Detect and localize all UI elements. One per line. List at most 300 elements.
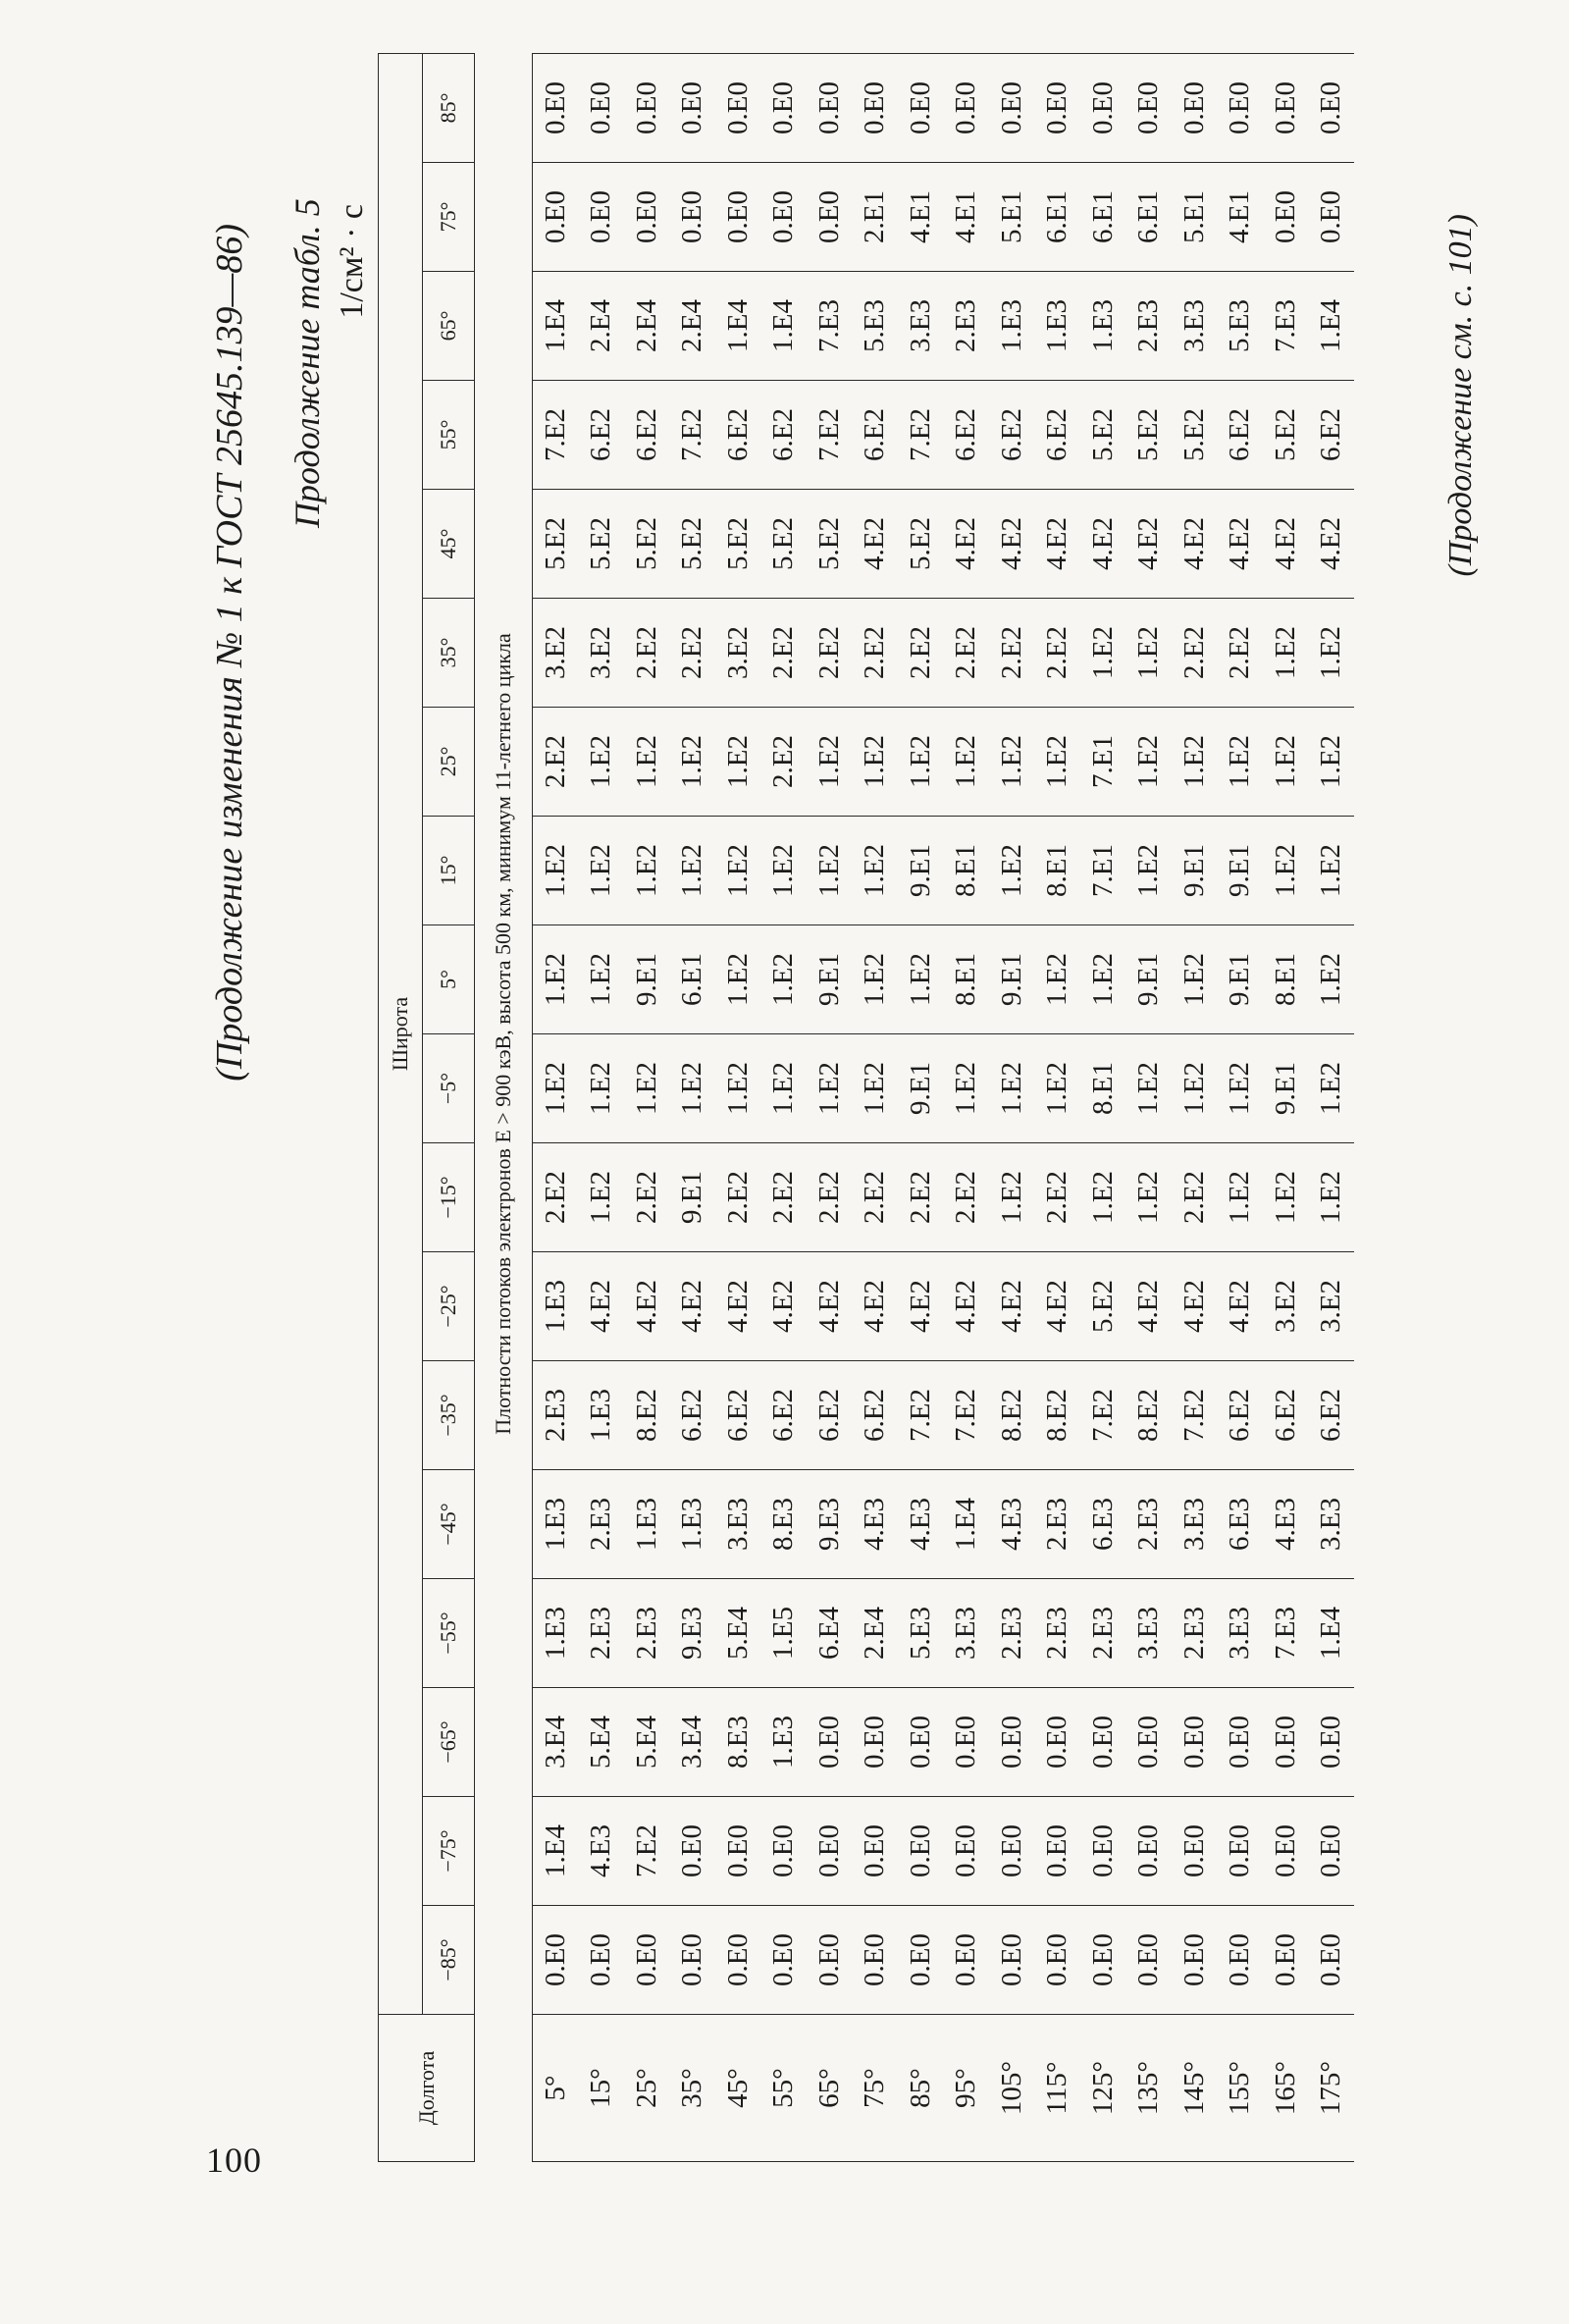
flux-value: 1.E2 — [807, 708, 853, 817]
flux-value: 1.E2 — [944, 708, 990, 817]
flux-value: 0.E0 — [853, 1906, 899, 2015]
latitude-column-header: 65° — [423, 272, 475, 381]
flux-value: 1.E2 — [1309, 1034, 1355, 1143]
table-row — [1035, 54, 1081, 2162]
flux-value: 1.E3 — [533, 1252, 579, 1361]
flux-value: 1.E2 — [1080, 599, 1126, 708]
flux-value: 9.E1 — [1263, 1034, 1309, 1143]
flux-value: 4.E1 — [944, 163, 990, 272]
flux-value: 9.E1 — [898, 1034, 944, 1143]
flux-value: 6.E1 — [670, 925, 716, 1034]
flux-value: 5.E1 — [989, 163, 1035, 272]
flux-value: 2.E3 — [624, 1579, 670, 1688]
flux-value: 1.E2 — [1035, 708, 1081, 817]
longitude-value: 65° — [807, 2015, 853, 2162]
flux-value: 0.E0 — [1035, 1906, 1081, 2015]
flux-value: 0.E0 — [715, 1906, 761, 2015]
flux-value: 6.E2 — [807, 1361, 853, 1470]
table-row — [1263, 54, 1309, 2162]
flux-value: 1.E2 — [989, 708, 1035, 817]
flux-value: 0.E0 — [1172, 1906, 1218, 2015]
flux-value: 1.E2 — [624, 708, 670, 817]
flux-value: 7.E3 — [1263, 1579, 1309, 1688]
flux-value: 2.E2 — [898, 1143, 944, 1252]
flux-value: 0.E0 — [1126, 1906, 1173, 2015]
flux-value: 1.E2 — [1309, 1143, 1355, 1252]
flux-value: 0.E0 — [624, 163, 670, 272]
flux-value: 0.E0 — [898, 1906, 944, 2015]
flux-value: 4.E2 — [944, 490, 990, 599]
flux-value: 7.E1 — [1080, 817, 1126, 925]
table-row — [1080, 54, 1126, 2162]
flux-value: 3.E3 — [1126, 1579, 1173, 1688]
table-reference: Продолжение табл. 5 — [288, 198, 327, 528]
flux-value: 4.E2 — [1126, 1252, 1173, 1361]
flux-value: 6.E2 — [989, 381, 1035, 490]
flux-value: 1.E4 — [533, 1797, 579, 1906]
flux-value: 0.E0 — [853, 1688, 899, 1797]
longitude-value: 45° — [715, 2015, 761, 2162]
flux-value: 0.E0 — [533, 1906, 579, 2015]
flux-value: 2.E4 — [624, 272, 670, 381]
flux-value: 0.E0 — [579, 54, 625, 163]
flux-value: 1.E2 — [1172, 708, 1218, 817]
table-row — [670, 54, 716, 2162]
flux-value: 6.E2 — [944, 381, 990, 490]
flux-value: 1.E2 — [670, 1034, 716, 1143]
flux-value: 0.E0 — [1080, 54, 1126, 163]
flux-value: 1.E4 — [944, 1470, 990, 1579]
flux-value: 1.E2 — [533, 925, 579, 1034]
flux-value: 5.E2 — [1080, 1252, 1126, 1361]
flux-value: 0.E0 — [1172, 1688, 1218, 1797]
table-row — [1218, 54, 1264, 2162]
flux-value: 0.E0 — [670, 163, 716, 272]
flux-value: 4.E2 — [761, 1252, 808, 1361]
latitude-column-header: 5° — [423, 925, 475, 1034]
latitude-column-header: 45° — [423, 490, 475, 599]
flux-value: 4.E3 — [898, 1470, 944, 1579]
flux-value: 1.E2 — [1263, 817, 1309, 925]
latitude-column-header: 75° — [423, 163, 475, 272]
flux-value: 4.E1 — [898, 163, 944, 272]
table-row — [624, 54, 670, 2162]
flux-value: 0.E0 — [670, 1906, 716, 2015]
flux-value: 9.E1 — [670, 1143, 716, 1252]
flux-value: 1.E3 — [579, 1361, 625, 1470]
flux-value: 1.E4 — [761, 272, 808, 381]
flux-value: 1.E2 — [715, 708, 761, 817]
flux-value: 0.E0 — [1218, 1906, 1264, 2015]
flux-value: 6.E2 — [624, 381, 670, 490]
flux-value: 6.E2 — [1218, 381, 1264, 490]
flux-value: 7.E2 — [670, 381, 716, 490]
flux-value: 6.E2 — [1263, 1361, 1309, 1470]
flux-value: 2.E3 — [944, 272, 990, 381]
flux-value: 0.E0 — [1126, 1688, 1173, 1797]
flux-value: 1.E2 — [1309, 925, 1355, 1034]
flux-value: 0.E0 — [989, 1797, 1035, 1906]
flux-value: 6.E1 — [1126, 163, 1173, 272]
flux-value: 0.E0 — [1172, 54, 1218, 163]
flux-value: 1.E3 — [1035, 272, 1081, 381]
flux-value: 1.E4 — [1309, 1579, 1355, 1688]
flux-value: 4.E2 — [989, 490, 1035, 599]
flux-value: 2.E2 — [533, 708, 579, 817]
flux-value: 7.E2 — [624, 1797, 670, 1906]
flux-value: 4.E2 — [1263, 490, 1309, 599]
flux-value: 8.E2 — [1035, 1361, 1081, 1470]
flux-value: 5.E2 — [670, 490, 716, 599]
flux-value: 5.E4 — [624, 1688, 670, 1797]
longitude-header: Долгота — [379, 2015, 475, 2162]
flux-value: 0.E0 — [579, 163, 625, 272]
flux-value: 2.E3 — [579, 1470, 625, 1579]
flux-value: 5.E2 — [533, 490, 579, 599]
flux-value: 1.E3 — [533, 1470, 579, 1579]
flux-value: 7.E2 — [533, 381, 579, 490]
flux-value: 5.E2 — [579, 490, 625, 599]
flux-value: 9.E1 — [1218, 925, 1264, 1034]
flux-value: 5.E4 — [715, 1579, 761, 1688]
flux-value: 2.E2 — [533, 1143, 579, 1252]
flux-value: 2.E3 — [1035, 1579, 1081, 1688]
flux-value: 1.E2 — [1080, 1143, 1126, 1252]
flux-value: 1.E2 — [807, 817, 853, 925]
table-row — [807, 54, 853, 2162]
flux-value: 8.E3 — [761, 1470, 808, 1579]
flux-value: 5.E1 — [1172, 163, 1218, 272]
flux-value: 6.E2 — [579, 381, 625, 490]
flux-value: 6.E2 — [670, 1361, 716, 1470]
flux-value: 8.E2 — [1126, 1361, 1173, 1470]
flux-value: 0.E0 — [1263, 54, 1309, 163]
flux-value: 0.E0 — [715, 54, 761, 163]
flux-value: 1.E2 — [579, 925, 625, 1034]
flux-value: 0.E0 — [1263, 1797, 1309, 1906]
flux-value: 2.E4 — [670, 272, 716, 381]
flux-value: 1.E2 — [1126, 708, 1173, 817]
flux-value: 1.E4 — [533, 272, 579, 381]
flux-value: 2.E2 — [624, 1143, 670, 1252]
flux-value: 6.E2 — [853, 1361, 899, 1470]
flux-value: 0.E0 — [1309, 1906, 1355, 2015]
flux-value: 6.E2 — [1035, 381, 1081, 490]
flux-value: 1.E3 — [1080, 272, 1126, 381]
flux-value: 3.E2 — [579, 599, 625, 708]
flux-value: 6.E3 — [1080, 1470, 1126, 1579]
flux-value: 2.E2 — [624, 599, 670, 708]
flux-value: 1.E2 — [579, 1143, 625, 1252]
flux-value: 0.E0 — [1126, 1797, 1173, 1906]
table-row — [533, 54, 579, 2162]
latitude-column-header: 25° — [423, 708, 475, 817]
flux-value: 2.E3 — [533, 1361, 579, 1470]
flux-value: 1.E2 — [715, 925, 761, 1034]
flux-table — [378, 53, 1354, 2162]
flux-value: 1.E2 — [579, 817, 625, 925]
flux-value: 4.E2 — [853, 1252, 899, 1361]
flux-value: 3.E3 — [1309, 1470, 1355, 1579]
table-row — [989, 54, 1035, 2162]
flux-value: 1.E2 — [989, 1143, 1035, 1252]
flux-value: 2.E3 — [989, 1579, 1035, 1688]
longitude-value: 145° — [1172, 2015, 1218, 2162]
flux-value: 8.E2 — [624, 1361, 670, 1470]
flux-value: 2.E2 — [1035, 1143, 1081, 1252]
flux-value: 6.E4 — [807, 1579, 853, 1688]
flux-value: 9.E1 — [1218, 817, 1264, 925]
flux-value: 0.E0 — [1263, 163, 1309, 272]
flux-value: 0.E0 — [944, 1906, 990, 2015]
flux-value: 0.E0 — [1218, 1688, 1264, 1797]
flux-value: 2.E2 — [853, 599, 899, 708]
table-row — [761, 54, 808, 2162]
flux-value: 0.E0 — [898, 1688, 944, 1797]
table-row — [944, 54, 990, 2162]
document-title: (Продолжение изменения № 1 к ГОСТ 25645.139—86) — [209, 224, 250, 1082]
longitude-value: 155° — [1218, 2015, 1264, 2162]
flux-value: 6.E1 — [1080, 163, 1126, 272]
flux-value: 0.E0 — [1080, 1688, 1126, 1797]
flux-value: 9.E1 — [624, 925, 670, 1034]
flux-value: 0.E0 — [1309, 163, 1355, 272]
latitude-column-header: −75° — [423, 1797, 475, 1906]
flux-value: 9.E1 — [1126, 925, 1173, 1034]
flux-value: 3.E4 — [533, 1688, 579, 1797]
table-row — [1309, 54, 1355, 2162]
flux-value: 4.E2 — [1309, 490, 1355, 599]
flux-value: 7.E2 — [898, 1361, 944, 1470]
flux-value: 3.E3 — [1172, 272, 1218, 381]
latitude-column-header: −15° — [423, 1143, 475, 1252]
flux-value: 8.E1 — [1080, 1034, 1126, 1143]
flux-value: 2.E2 — [761, 599, 808, 708]
flux-value: 2.E4 — [579, 272, 625, 381]
longitude-value: 95° — [944, 2015, 990, 2162]
flux-value: 0.E0 — [944, 1797, 990, 1906]
flux-value: 0.E0 — [989, 1906, 1035, 2015]
units-label: 1/см² · с — [334, 204, 370, 319]
longitude-value: 175° — [1309, 2015, 1355, 2162]
flux-value: 8.E2 — [989, 1361, 1035, 1470]
latitude-column-header: 35° — [423, 599, 475, 708]
flux-value: 1.E2 — [670, 708, 716, 817]
flux-value: 5.E2 — [898, 490, 944, 599]
flux-value: 3.E2 — [1309, 1252, 1355, 1361]
longitude-value: 85° — [898, 2015, 944, 2162]
flux-value: 0.E0 — [1035, 54, 1081, 163]
flux-value: 2.E3 — [1080, 1579, 1126, 1688]
flux-value: 5.E2 — [1172, 381, 1218, 490]
flux-value: 1.E2 — [807, 1034, 853, 1143]
flux-value: 1.E2 — [533, 1034, 579, 1143]
flux-value: 1.E2 — [1126, 599, 1173, 708]
flux-value: 1.E2 — [989, 817, 1035, 925]
flux-value: 5.E2 — [1263, 381, 1309, 490]
flux-value: 1.E2 — [1218, 1143, 1264, 1252]
flux-value: 1.E2 — [1035, 925, 1081, 1034]
flux-value: 7.E3 — [1263, 272, 1309, 381]
flux-value: 4.E2 — [1218, 1252, 1264, 1361]
flux-value: 1.E2 — [853, 817, 899, 925]
flux-value: 2.E2 — [1035, 599, 1081, 708]
flux-value: 1.E2 — [1263, 599, 1309, 708]
flux-value: 9.E1 — [989, 925, 1035, 1034]
flux-value: 0.E0 — [670, 54, 716, 163]
longitude-value: 15° — [579, 2015, 625, 2162]
caption-spacer — [475, 2015, 533, 2162]
longitude-value: 55° — [761, 2015, 808, 2162]
flux-value: 1.E2 — [1035, 1034, 1081, 1143]
flux-value: 6.E2 — [715, 1361, 761, 1470]
flux-value: 0.E0 — [1218, 1797, 1264, 1906]
flux-value: 2.E2 — [853, 1143, 899, 1252]
flux-value: 0.E0 — [807, 163, 853, 272]
flux-value: 3.E2 — [715, 599, 761, 708]
flux-value: 1.E2 — [1080, 925, 1126, 1034]
flux-value: 1.E2 — [761, 817, 808, 925]
flux-value: 0.E0 — [533, 54, 579, 163]
flux-value: 1.E2 — [579, 1034, 625, 1143]
flux-value: 0.E0 — [898, 1797, 944, 1906]
flux-value: 1.E2 — [1309, 817, 1355, 925]
latitude-column-header: −5° — [423, 1034, 475, 1143]
flux-value: 0.E0 — [670, 1797, 716, 1906]
flux-value: 4.E2 — [670, 1252, 716, 1361]
flux-value: 0.E0 — [1309, 1688, 1355, 1797]
flux-value: 4.E2 — [853, 490, 899, 599]
flux-value: 3.E3 — [1218, 1579, 1264, 1688]
flux-value: 8.E3 — [715, 1688, 761, 1797]
flux-value: 8.E1 — [944, 817, 990, 925]
flux-value: 0.E0 — [1126, 54, 1173, 163]
flux-value: 6.E3 — [1218, 1470, 1264, 1579]
flux-value: 3.E2 — [533, 599, 579, 708]
flux-value: 1.E2 — [1218, 708, 1264, 817]
flux-value: 7.E2 — [1172, 1361, 1218, 1470]
flux-value: 0.E0 — [1263, 1906, 1309, 2015]
flux-value: 1.E2 — [853, 708, 899, 817]
flux-value: 0.E0 — [1080, 1797, 1126, 1906]
flux-value: 2.E1 — [853, 163, 899, 272]
continued-note: (Продолжение см. с. 101) — [1442, 214, 1479, 577]
flux-value: 7.E2 — [807, 381, 853, 490]
flux-value: 0.E0 — [761, 1797, 808, 1906]
flux-value: 4.E2 — [715, 1252, 761, 1361]
flux-value: 7.E2 — [1080, 1361, 1126, 1470]
flux-value: 1.E3 — [533, 1579, 579, 1688]
flux-value: 2.E2 — [761, 1143, 808, 1252]
flux-value: 2.E2 — [989, 599, 1035, 708]
latitude-column-header: −45° — [423, 1470, 475, 1579]
flux-value: 9.E1 — [1172, 817, 1218, 925]
flux-value: 4.E2 — [1172, 1252, 1218, 1361]
longitude-value: 5° — [533, 2015, 579, 2162]
flux-value: 2.E2 — [944, 1143, 990, 1252]
flux-value: 2.E3 — [1035, 1470, 1081, 1579]
flux-value: 5.E3 — [1218, 272, 1264, 381]
latitude-column-header: −85° — [423, 1906, 475, 2015]
flux-value: 9.E1 — [807, 925, 853, 1034]
flux-value: 5.E2 — [624, 490, 670, 599]
longitude-value: 135° — [1126, 2015, 1173, 2162]
flux-value: 0.E0 — [853, 1797, 899, 1906]
longitude-value: 35° — [670, 2015, 716, 2162]
flux-value: 2.E3 — [1126, 272, 1173, 381]
flux-value: 2.E2 — [944, 599, 990, 708]
flux-value: 3.E3 — [898, 272, 944, 381]
flux-value: 0.E0 — [715, 163, 761, 272]
flux-value: 1.E2 — [853, 925, 899, 1034]
flux-value: 0.E0 — [1172, 1797, 1218, 1906]
flux-value: 8.E1 — [1035, 817, 1081, 925]
flux-value: 4.E3 — [853, 1470, 899, 1579]
flux-value: 1.E2 — [715, 1034, 761, 1143]
flux-value: 2.E2 — [807, 599, 853, 708]
flux-value: 6.E2 — [1309, 381, 1355, 490]
flux-value: 2.E2 — [670, 599, 716, 708]
flux-value: 5.E2 — [1080, 381, 1126, 490]
flux-value: 1.E2 — [1126, 1143, 1173, 1252]
flux-value: 4.E2 — [944, 1252, 990, 1361]
flux-value: 4.E2 — [1080, 490, 1126, 599]
flux-value: 9.E1 — [898, 817, 944, 925]
flux-value: 0.E0 — [1035, 1688, 1081, 1797]
flux-value: 0.E0 — [761, 54, 808, 163]
flux-value: 6.E2 — [1309, 1361, 1355, 1470]
flux-value: 0.E0 — [624, 54, 670, 163]
flux-value: 1.E5 — [761, 1579, 808, 1688]
flux-value: 3.E3 — [944, 1579, 990, 1688]
flux-value: 1.E2 — [1309, 708, 1355, 817]
flux-value: 0.E0 — [761, 1906, 808, 2015]
flux-value: 2.E3 — [1126, 1470, 1173, 1579]
flux-value: 5.E3 — [898, 1579, 944, 1688]
table-row — [1172, 54, 1218, 2162]
flux-value: 0.E0 — [715, 1797, 761, 1906]
flux-value: 1.E2 — [761, 925, 808, 1034]
flux-value: 1.E2 — [898, 708, 944, 817]
flux-value: 0.E0 — [1080, 1906, 1126, 2015]
flux-value: 1.E2 — [1126, 817, 1173, 925]
longitude-value: 115° — [1035, 2015, 1081, 2162]
flux-value: 4.E2 — [579, 1252, 625, 1361]
flux-value: 0.E0 — [1263, 1688, 1309, 1797]
flux-value: 1.E2 — [1126, 1034, 1173, 1143]
flux-value: 0.E0 — [533, 163, 579, 272]
flux-value: 4.E2 — [989, 1252, 1035, 1361]
flux-value: 1.E2 — [1218, 1034, 1264, 1143]
flux-value: 4.E2 — [1172, 490, 1218, 599]
longitude-value: 165° — [1263, 2015, 1309, 2162]
flux-value: 1.E2 — [1263, 1143, 1309, 1252]
latitude-column-header: −25° — [423, 1252, 475, 1361]
flux-value: 2.E2 — [761, 708, 808, 817]
flux-value: 4.E3 — [1263, 1470, 1309, 1579]
flux-value: 4.E2 — [624, 1252, 670, 1361]
flux-value: 8.E1 — [1263, 925, 1309, 1034]
flux-value: 2.E2 — [1172, 599, 1218, 708]
flux-value: 1.E2 — [624, 1034, 670, 1143]
latitude-column-header: 55° — [423, 381, 475, 490]
flux-value: 0.E0 — [1309, 1797, 1355, 1906]
latitude-column-header: 15° — [423, 817, 475, 925]
flux-value: 1.E3 — [670, 1470, 716, 1579]
flux-value: 7.E2 — [944, 1361, 990, 1470]
flux-value: 1.E2 — [898, 925, 944, 1034]
flux-value: 5.E2 — [807, 490, 853, 599]
